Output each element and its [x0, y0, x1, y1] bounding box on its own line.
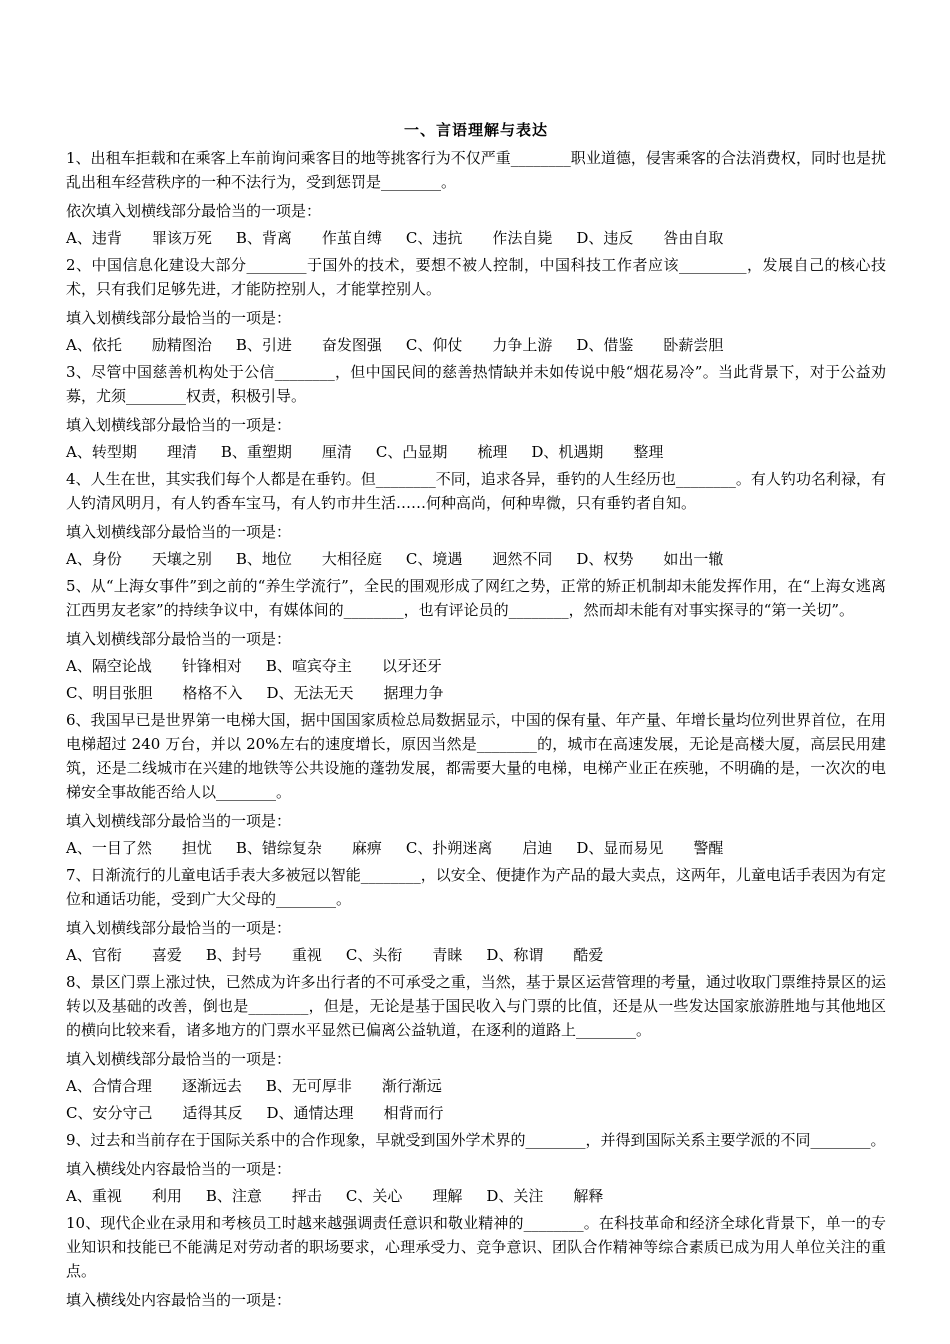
question-7: [66, 863, 886, 967]
question-9: [66, 1128, 886, 1208]
option-a: A、一目了然 担忧: [66, 839, 212, 857]
option-c: C、违抗 作法自毙: [405, 229, 553, 247]
option-row: [66, 943, 886, 967]
question-prompt: 依次填入划横线部分最恰当的一项是：: [66, 202, 322, 220]
option-row: [66, 440, 886, 464]
option-c: C、关心 理解: [345, 1187, 463, 1205]
question-4: [66, 467, 886, 571]
option-a: A、依托 励精图治: [66, 336, 212, 354]
option-c: C、凸显期 梳理: [375, 443, 508, 461]
question-10: [66, 1211, 886, 1312]
question-stem: 8、景区门票上涨过快，已然成为许多出行者的不可承受之重，当然，基于景区运营管理的考量，通过收取门票维持景区的运转以及基础的改善，倒也是________，但是，无论是基于国民收入与门票的比值，还是从一些发达国家旅游胜地与其他地区的横向比较来看，诸多地方的门票水平显然已偏离公益轨道，在逐利的道路上________。: [66, 973, 886, 1039]
option-b: B、引进 奋发图强: [235, 336, 382, 354]
option-row: [66, 654, 886, 678]
question-prompt: 填入划横线部分最恰当的一项是：: [66, 523, 292, 541]
option-c: C、明目张胆 格格不入: [66, 684, 243, 702]
question-prompt: 填入划横线部分最恰当的一项是：: [66, 630, 292, 648]
question-6: [66, 708, 886, 860]
option-a: A、隔空论战 针锋相对: [66, 657, 242, 675]
question-prompt: 填入横线处内容最恰当的一项是：: [66, 1160, 292, 1178]
option-b: B、地位 大相径庭: [235, 550, 382, 568]
option-d: D、无法无天 据理力争: [266, 684, 444, 702]
question-8: [66, 970, 886, 1125]
option-row: [66, 333, 886, 357]
question-stem: 7、日渐流行的儿童电话手表大多被冠以智能________，以安全、便捷作为产品的最大卖点，这两年，儿童电话手表因为有定位和通话功能，受到广大父母的________。: [66, 866, 886, 908]
option-d: D、关注 解释: [486, 1187, 604, 1205]
option-row: [66, 226, 886, 250]
option-d: D、通情达理 相背而行: [266, 1104, 444, 1122]
option-c: C、境遇 迥然不同: [405, 550, 553, 568]
question-stem: 5、从“上海女事件”到之前的“养生学流行”，全民的围观形成了网红之势，正常的矫正机制却未能发挥作用，在“上海女逃离江西男友老家”的持续争议中，有媒体间的________，也有评论员的________，然而却未能有对事实探寻的“第一关切”。: [66, 577, 886, 619]
option-d: D、借鉴 卧薪尝胆: [576, 336, 724, 354]
option-row: [66, 1074, 886, 1098]
option-a: A、违背 罪该万死: [66, 229, 212, 247]
question-2: [66, 253, 886, 357]
question-stem: 1、出租车拒载和在乘客上车前询问乘客目的地等挑客行为不仅严重________职业道德，侵害乘客的合法消费权，同时也是扰乱出租车经营秩序的一种不法行为，受到惩罚是________。: [66, 149, 886, 191]
option-b: B、背离 作茧自缚: [235, 229, 382, 247]
question-prompt: 填入划横线部分最恰当的一项是：: [66, 919, 292, 937]
question-prompt: 填入划横线部分最恰当的一项是：: [66, 812, 292, 830]
option-a: A、重视 利用: [66, 1187, 182, 1205]
option-c: C、仰仗 力争上游: [405, 336, 553, 354]
option-row: [66, 681, 886, 705]
option-b: B、无可厚非 渐行渐远: [265, 1077, 442, 1095]
question-stem: 3、尽管中国慈善机构处于公信________，但中国民间的慈善热情缺并未如传说中般“烟花易冷”。当此背景下，对于公益劝募，尤须________权责，积极引导。: [66, 363, 886, 405]
option-a: A、转型期 理清: [66, 443, 197, 461]
page-content: [66, 119, 886, 1315]
question-stem: 9、过去和当前存在于国际关系中的合作现象，早就受到国外学术界的________，并得到国际关系主要学派的不同________。: [66, 1131, 886, 1149]
option-d: D、权势 如出一辙: [576, 550, 724, 568]
option-c: C、扑朔迷离 启迪: [405, 839, 553, 857]
question-stem: 6、我国早已是世界第一电梯大国，据中国国家质检总局数据显示，中国的保有量、年产量、年增长量均位列世界首位，在用电梯超过 240 万台，并以 20%左右的速度增长，原因当然是________的，城市在高速发展，无论是高楼大厦，高层民用建筑，还是二线城市在兴建的地铁等公共设施的蓬勃发展，都需要大量的电梯，电梯产业正在疾驰，不明确的是，一次次的电梯安全事故能否给人以________。: [66, 711, 886, 801]
option-b: B、错综复杂 麻痹: [235, 839, 382, 857]
option-c: C、安分守己 适得其反: [66, 1104, 243, 1122]
question-prompt: 填入划横线部分最恰当的一项是：: [66, 416, 292, 434]
question-list: [66, 146, 886, 1312]
question-5: [66, 574, 886, 705]
question-stem: 2、中国信息化建设大部分________于国外的技术，要想不被人控制，中国科技工作者应该_________，发展自己的核心技术，只有我们足够先进，才能防控别人，才能掌控别人。: [66, 256, 886, 298]
option-row: [66, 1184, 886, 1208]
option-a: A、官衔 喜爱: [66, 946, 182, 964]
option-row: [66, 547, 886, 571]
option-b: B、封号 重视: [205, 946, 322, 964]
option-row: [66, 836, 886, 860]
question-prompt: 填入横线处内容最恰当的一项是：: [66, 1291, 292, 1309]
option-b: B、注意 抨击: [205, 1187, 322, 1205]
option-d: D、称谓 酷爱: [486, 946, 604, 964]
option-c: C、头衔 青睐: [345, 946, 463, 964]
option-d: D、显而易见 警醒: [576, 839, 724, 857]
question-prompt: 填入划横线部分最恰当的一项是：: [66, 1050, 292, 1068]
question-3: [66, 360, 886, 464]
option-d: D、违反 咎由自取: [576, 229, 724, 247]
option-b: B、重塑期 厘清: [220, 443, 352, 461]
option-row: [66, 1101, 886, 1125]
question-stem: 4、人生在世，其实我们每个人都是在垂钓。但________不同，追求各异，垂钓的人生经历也________。有人钓功名利禄，有人钓清风明月，有人钓香车宝马，有人钓市井生活……何种高尚，何种卑微，只有垂钓者自知。: [66, 470, 886, 512]
option-d: D、机遇期 整理: [531, 443, 664, 461]
option-a: A、身份 天壤之别: [66, 550, 212, 568]
section-title: 一、言语理解与表达: [403, 121, 548, 139]
question-prompt: 填入划横线部分最恰当的一项是：: [66, 309, 292, 327]
option-a: A、合情合理 逐渐远去: [66, 1077, 242, 1095]
question-stem: 10、现代企业在录用和考核员工时越来越强调责任意识和敬业精神的________。在科技革命和经济全球化背景下，单一的专业知识和技能已不能满足对劳动者的职场要求，心理承受力、竞争意识、团队合作精神等综合素质已成为用人单位关注的重点。: [66, 1214, 886, 1280]
question-1: [66, 146, 886, 250]
option-b: B、喧宾夺主 以牙还牙: [265, 657, 442, 675]
